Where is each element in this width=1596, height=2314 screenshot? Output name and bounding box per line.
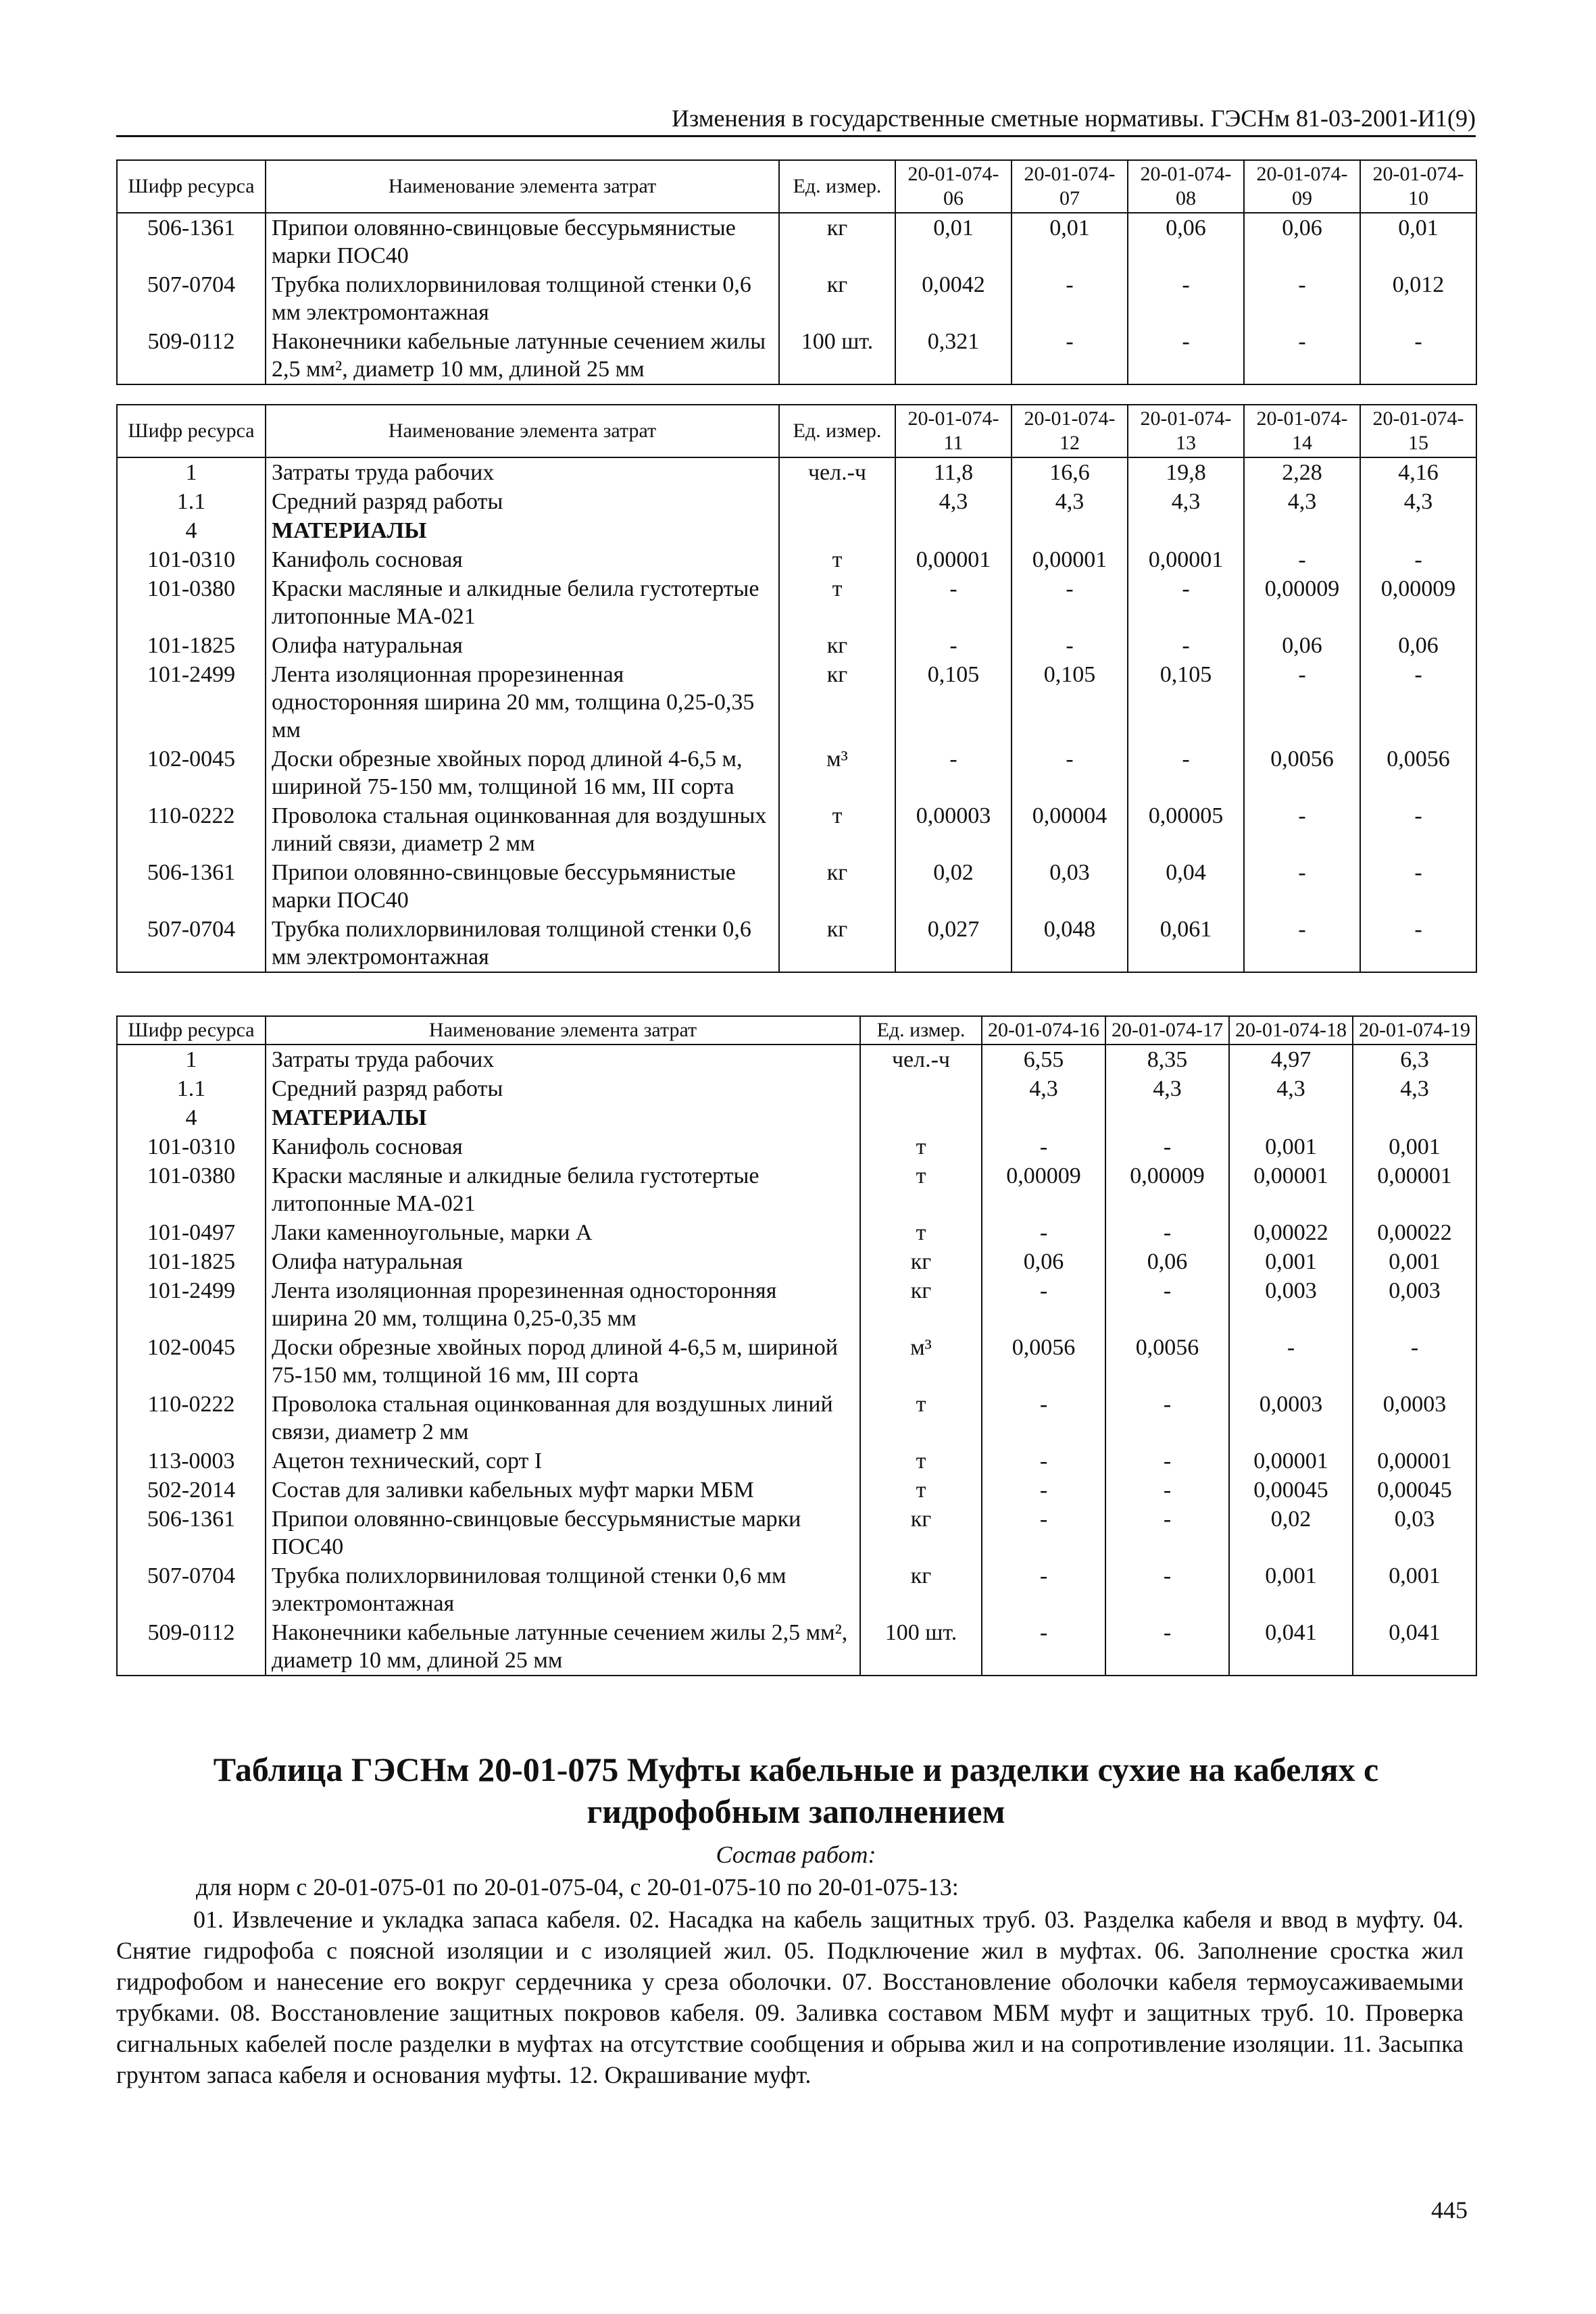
value-cell: 0,0003 bbox=[1353, 1390, 1476, 1447]
element-name-cell: Лента изоляционная прорезиненная односторонняя ширина 20 мм, толщина 0,25-0,35 мм bbox=[266, 660, 779, 745]
resource-code-cell: 507-0704 bbox=[117, 915, 266, 972]
table-row bbox=[117, 801, 1476, 858]
table-row bbox=[117, 574, 1476, 631]
value-cell: - bbox=[1360, 858, 1476, 915]
value-cell: 0,0003 bbox=[1229, 1390, 1353, 1447]
value-cell: - bbox=[895, 745, 1012, 801]
table-row bbox=[117, 1045, 1476, 1074]
value-cell: - bbox=[1105, 1618, 1229, 1676]
element-name-cell: Проволока стальная оцинкованная для воздушных линий связи, диаметр 2 мм bbox=[266, 1390, 860, 1447]
value-cell bbox=[1229, 1103, 1353, 1132]
element-name-cell: Лента изоляционная прорезиненная односторонняя ширина 20 мм, толщина 0,25-0,35 мм bbox=[266, 1276, 860, 1333]
value-cell: 0,00004 bbox=[1012, 801, 1128, 858]
header-norm-code: 20-01-074-08 bbox=[1128, 160, 1244, 213]
value-cell: - bbox=[982, 1447, 1105, 1476]
value-cell: 0,02 bbox=[895, 858, 1012, 915]
table-row bbox=[117, 1247, 1476, 1276]
table-row bbox=[117, 457, 1476, 487]
value-cell: 0,06 bbox=[1244, 631, 1360, 660]
element-name-cell: Трубка полихлорвиниловая толщиной стенки 0,6 мм электромонтажная bbox=[266, 270, 779, 327]
resource-code-cell: 101-2499 bbox=[117, 1276, 266, 1333]
value-cell: 0,00022 bbox=[1229, 1218, 1353, 1247]
header-norm-code: 20-01-074-10 bbox=[1360, 160, 1476, 213]
header-element-name: Наименование элемента затрат bbox=[266, 405, 779, 457]
table-row bbox=[117, 858, 1476, 915]
value-cell: 0,061 bbox=[1128, 915, 1244, 972]
table-row bbox=[117, 545, 1476, 574]
value-cell: 0,00009 bbox=[1244, 574, 1360, 631]
resource-code-cell: 1.1 bbox=[117, 1074, 266, 1103]
resource-code-cell: 101-1825 bbox=[117, 631, 266, 660]
header-resource-code: Шифр ресурса bbox=[117, 1016, 266, 1045]
element-name-cell: Ацетон технический, сорт I bbox=[266, 1447, 860, 1476]
value-cell: 0,06 bbox=[1244, 213, 1360, 270]
value-cell: 0,0042 bbox=[895, 270, 1012, 327]
value-cell: 0,012 bbox=[1360, 270, 1476, 327]
unit-cell: кг bbox=[860, 1276, 982, 1333]
resource-code-cell: 101-1825 bbox=[117, 1247, 266, 1276]
value-cell: - bbox=[1105, 1218, 1229, 1247]
value-cell: - bbox=[982, 1132, 1105, 1161]
value-cell: 0,01 bbox=[1012, 213, 1128, 270]
header-unit: Ед. измер. bbox=[779, 160, 895, 213]
unit-cell: кг bbox=[779, 270, 895, 327]
table-row bbox=[117, 1161, 1476, 1218]
value-cell: 4,3 bbox=[1128, 487, 1244, 516]
running-header: Изменения в государственные сметные нормативы. ГЭСНм 81-03-2001-И1(9) bbox=[116, 101, 1476, 137]
value-cell: - bbox=[1128, 327, 1244, 384]
resource-code-cell: 509-0112 bbox=[117, 327, 266, 384]
table-header bbox=[117, 160, 1476, 213]
value-cell bbox=[1353, 1103, 1476, 1132]
value-cell: 0,00001 bbox=[1229, 1447, 1353, 1476]
value-cell: - bbox=[1360, 801, 1476, 858]
element-name-cell: Средний разряд работы bbox=[266, 1074, 860, 1103]
unit-cell: 100 шт. bbox=[779, 327, 895, 384]
resource-code-cell: 102-0045 bbox=[117, 1333, 266, 1390]
value-cell: - bbox=[1012, 574, 1128, 631]
value-cell: 4,3 bbox=[1353, 1074, 1476, 1103]
value-cell: 0,03 bbox=[1012, 858, 1128, 915]
header-norm-code: 20-01-074-16 bbox=[982, 1016, 1105, 1045]
unit-cell: кг bbox=[779, 213, 895, 270]
value-cell: - bbox=[1244, 270, 1360, 327]
value-cell: 0,001 bbox=[1229, 1132, 1353, 1161]
value-cell: 0,001 bbox=[1353, 1247, 1476, 1276]
table-row bbox=[117, 1074, 1476, 1103]
value-cell: - bbox=[1360, 327, 1476, 384]
value-cell: 0,0056 bbox=[1244, 745, 1360, 801]
element-name-cell: Трубка полихлорвиниловая толщиной стенки 0,6 мм электромонтажная bbox=[266, 1561, 860, 1618]
unit-cell: м³ bbox=[779, 745, 895, 801]
table-row bbox=[117, 915, 1476, 972]
element-name-cell: Трубка полихлорвиниловая толщиной стенки 0,6 мм электромонтажная bbox=[266, 915, 779, 972]
value-cell: - bbox=[1244, 915, 1360, 972]
unit-cell: м³ bbox=[860, 1333, 982, 1390]
value-cell: 0,00009 bbox=[1360, 574, 1476, 631]
table-row bbox=[117, 745, 1476, 801]
value-cell: - bbox=[982, 1618, 1105, 1676]
resource-code-cell: 101-2499 bbox=[117, 660, 266, 745]
table-row bbox=[117, 1561, 1476, 1618]
element-name-cell: Проволока стальная оцинкованная для воздушных линий связи, диаметр 2 мм bbox=[266, 801, 779, 858]
value-cell: 0,00001 bbox=[1128, 545, 1244, 574]
resource-code-cell: 507-0704 bbox=[117, 270, 266, 327]
value-cell: 6,55 bbox=[982, 1045, 1105, 1074]
element-name-cell: Олифа натуральная bbox=[266, 631, 779, 660]
unit-cell: чел.-ч bbox=[779, 457, 895, 487]
value-cell: 0,027 bbox=[895, 915, 1012, 972]
element-name-cell: Доски обрезные хвойных пород длиной 4-6,5 м, шириной 75-150 мм, толщиной 16 мм, III сорта bbox=[266, 745, 779, 801]
value-cell: - bbox=[1128, 574, 1244, 631]
value-cell: 0,001 bbox=[1229, 1247, 1353, 1276]
value-cell: 4,3 bbox=[1244, 487, 1360, 516]
value-cell: - bbox=[982, 1218, 1105, 1247]
value-cell: - bbox=[1105, 1390, 1229, 1447]
value-cell: 0,001 bbox=[1353, 1561, 1476, 1618]
resource-code-cell: 507-0704 bbox=[117, 1561, 266, 1618]
value-cell: 0,00045 bbox=[1353, 1476, 1476, 1505]
element-name-cell: Краски масляные и алкидные белила густотертые литопонные МА-021 bbox=[266, 1161, 860, 1218]
resource-code-cell: 113-0003 bbox=[117, 1447, 266, 1476]
value-cell: 0,06 bbox=[1105, 1247, 1229, 1276]
header-norm-code: 20-01-074-13 bbox=[1128, 405, 1244, 457]
value-cell: - bbox=[1105, 1447, 1229, 1476]
unit-cell: т bbox=[860, 1476, 982, 1505]
value-cell: - bbox=[982, 1476, 1105, 1505]
value-cell: 0,048 bbox=[1012, 915, 1128, 972]
value-cell: 2,28 bbox=[1244, 457, 1360, 487]
element-name-cell: Припои оловянно-свинцовые бессурьмянистые марки ПОС40 bbox=[266, 213, 779, 270]
element-name-cell: Припои оловянно-свинцовые бессурьмянистые марки ПОС40 bbox=[266, 1505, 860, 1561]
value-cell: 4,3 bbox=[895, 487, 1012, 516]
table-row bbox=[117, 270, 1476, 327]
resource-code-cell: 506-1361 bbox=[117, 858, 266, 915]
table-row bbox=[117, 1333, 1476, 1390]
unit-cell bbox=[779, 487, 895, 516]
header-resource-code: Шифр ресурса bbox=[117, 160, 266, 213]
resource-code-cell: 4 bbox=[117, 1103, 266, 1132]
unit-cell: чел.-ч bbox=[860, 1045, 982, 1074]
table-row bbox=[117, 631, 1476, 660]
resource-code-cell: 101-0310 bbox=[117, 1132, 266, 1161]
value-cell: 0,00009 bbox=[982, 1161, 1105, 1218]
value-cell: - bbox=[1360, 545, 1476, 574]
table-row bbox=[117, 1447, 1476, 1476]
unit-cell: т bbox=[779, 801, 895, 858]
value-cell: 11,8 bbox=[895, 457, 1012, 487]
value-cell: 16,6 bbox=[1012, 457, 1128, 487]
value-cell: 0,03 bbox=[1353, 1505, 1476, 1561]
value-cell bbox=[1012, 516, 1128, 545]
header-unit: Ед. измер. bbox=[860, 1016, 982, 1045]
unit-cell bbox=[860, 1074, 982, 1103]
table-row bbox=[117, 1618, 1476, 1676]
value-cell: 19,8 bbox=[1128, 457, 1244, 487]
value-cell: - bbox=[1244, 858, 1360, 915]
value-cell: - bbox=[1360, 915, 1476, 972]
value-cell: - bbox=[1012, 270, 1128, 327]
resource-table-1 bbox=[116, 159, 1477, 385]
element-name-cell: Затраты труда рабочих bbox=[266, 457, 779, 487]
table-row bbox=[117, 1218, 1476, 1247]
value-cell: 0,04 bbox=[1128, 858, 1244, 915]
value-cell: 4,3 bbox=[982, 1074, 1105, 1103]
value-cell: 4,3 bbox=[1012, 487, 1128, 516]
header-element-name: Наименование элемента затрат bbox=[266, 160, 779, 213]
value-cell: 0,00045 bbox=[1229, 1476, 1353, 1505]
value-cell: 0,0056 bbox=[1105, 1333, 1229, 1390]
resource-table-3 bbox=[116, 1015, 1477, 1676]
section-title: Таблица ГЭСНм 20-01-075 Муфты кабельные и разделки сухие на кабелях с гидрофобным заполнением bbox=[213, 1751, 1379, 1830]
composition-label: Состав работ: bbox=[716, 1841, 876, 1868]
value-cell: - bbox=[1012, 327, 1128, 384]
value-cell: - bbox=[1353, 1333, 1476, 1390]
resource-code-cell: 110-0222 bbox=[117, 1390, 266, 1447]
value-cell: - bbox=[1105, 1505, 1229, 1561]
table-row bbox=[117, 1476, 1476, 1505]
element-name-cell: Олифа натуральная bbox=[266, 1247, 860, 1276]
value-cell: 0,003 bbox=[1229, 1276, 1353, 1333]
value-cell: - bbox=[1128, 631, 1244, 660]
unit-cell bbox=[860, 1103, 982, 1132]
value-cell: 0,105 bbox=[895, 660, 1012, 745]
resource-code-cell: 4 bbox=[117, 516, 266, 545]
header-unit: Ед. измер. bbox=[779, 405, 895, 457]
resource-code-cell: 1 bbox=[117, 457, 266, 487]
value-cell: 0,01 bbox=[895, 213, 1012, 270]
table-row bbox=[117, 327, 1476, 384]
table-row bbox=[117, 1132, 1476, 1161]
element-name-cell: МАТЕРИАЛЫ bbox=[266, 516, 779, 545]
value-cell: - bbox=[1128, 745, 1244, 801]
value-cell bbox=[1244, 516, 1360, 545]
value-cell: 0,003 bbox=[1353, 1276, 1476, 1333]
value-cell: - bbox=[1244, 545, 1360, 574]
table-header bbox=[117, 405, 1476, 457]
unit-cell: кг bbox=[860, 1561, 982, 1618]
value-cell: 6,3 bbox=[1353, 1045, 1476, 1074]
unit-cell: кг bbox=[860, 1505, 982, 1561]
table-row bbox=[117, 1276, 1476, 1333]
value-cell: 0,0056 bbox=[1360, 745, 1476, 801]
unit-cell: т bbox=[779, 545, 895, 574]
value-cell: 0,02 bbox=[1229, 1505, 1353, 1561]
resource-code-cell: 101-0497 bbox=[117, 1218, 266, 1247]
resource-code-cell: 101-0310 bbox=[117, 545, 266, 574]
value-cell: 0,00022 bbox=[1353, 1218, 1476, 1247]
header-norm-code: 20-01-074-07 bbox=[1012, 160, 1128, 213]
value-cell: 0,00009 bbox=[1105, 1161, 1229, 1218]
value-cell bbox=[1128, 516, 1244, 545]
value-cell: - bbox=[1105, 1276, 1229, 1333]
value-cell: 4,3 bbox=[1229, 1074, 1353, 1103]
element-name-cell: Затраты труда рабочих bbox=[266, 1045, 860, 1074]
resource-code-cell: 502-2014 bbox=[117, 1476, 266, 1505]
unit-cell: т bbox=[860, 1447, 982, 1476]
resource-code-cell: 110-0222 bbox=[117, 801, 266, 858]
table-header bbox=[117, 1016, 1476, 1045]
value-cell bbox=[1105, 1103, 1229, 1132]
value-cell: 0,06 bbox=[982, 1247, 1105, 1276]
header-norm-code: 20-01-074-09 bbox=[1244, 160, 1360, 213]
value-cell: 0,105 bbox=[1128, 660, 1244, 745]
header-norm-code: 20-01-074-17 bbox=[1105, 1016, 1229, 1045]
header-norm-code: 20-01-074-15 bbox=[1360, 405, 1476, 457]
value-cell: 0,00001 bbox=[1353, 1447, 1476, 1476]
header-element-name: Наименование элемента затрат bbox=[266, 1016, 860, 1045]
unit-cell: кг bbox=[779, 660, 895, 745]
header-norm-code: 20-01-074-11 bbox=[895, 405, 1012, 457]
unit-cell: т bbox=[779, 574, 895, 631]
resource-code-cell: 102-0045 bbox=[117, 745, 266, 801]
element-name-cell: Канифоль сосновая bbox=[266, 545, 779, 574]
page-number: 445 bbox=[1431, 2196, 1468, 2223]
table-row bbox=[117, 1390, 1476, 1447]
element-name-cell: Лаки каменноугольные, марки А bbox=[266, 1218, 860, 1247]
resource-code-cell: 1.1 bbox=[117, 487, 266, 516]
element-name-cell: Припои оловянно-свинцовые бессурьмянистые марки ПОС40 bbox=[266, 858, 779, 915]
value-cell: - bbox=[1360, 660, 1476, 745]
table-row bbox=[117, 1505, 1476, 1561]
value-cell: 0,041 bbox=[1229, 1618, 1353, 1676]
header-resource-code: Шифр ресурса bbox=[117, 405, 266, 457]
value-cell: - bbox=[1244, 327, 1360, 384]
value-cell: - bbox=[1105, 1561, 1229, 1618]
resource-code-cell: 506-1361 bbox=[117, 1505, 266, 1561]
table-row bbox=[117, 213, 1476, 270]
value-cell: 4,3 bbox=[1360, 487, 1476, 516]
resource-code-cell: 101-0380 bbox=[117, 574, 266, 631]
unit-cell: кг bbox=[779, 915, 895, 972]
unit-cell: 100 шт. bbox=[860, 1618, 982, 1676]
value-cell: 0,00005 bbox=[1128, 801, 1244, 858]
element-name-cell: Наконечники кабельные латунные сечением жилы 2,5 мм², диаметр 10 мм, длиной 25 мм bbox=[266, 327, 779, 384]
header-norm-code: 20-01-074-18 bbox=[1229, 1016, 1353, 1045]
value-cell: 0,06 bbox=[1360, 631, 1476, 660]
value-cell: - bbox=[895, 631, 1012, 660]
element-name-cell: Состав для заливки кабельных муфт марки МБМ bbox=[266, 1476, 860, 1505]
unit-cell: т bbox=[860, 1132, 982, 1161]
table-row bbox=[117, 1103, 1476, 1132]
operations-text: 01. Извлечение и укладка запаса кабеля. 02. Насадка на кабель защитных труб. 03. Разделка кабеля и ввод в муфту. 04. Снятие гидрофоба с поясной изоляции и с изоляцией жил. 05. Подключение жил в муфтах. 06. Заполнение сростка жил гидрофобом и нанесение его вокруг сердечника у среза оболочки. 07. Восстановление оболочки кабеля термоусаживаемыми трубками. 08. Восстановление защитных покровов кабеля. 09. Заливка составом МБМ муфт и защитных труб. 10. Проверка сигнальных кабелей после разделки в муфтах на отсутствие сообщения и обрыва жил и на сопротивление изоляции. 11. Засыпка грунтом запаса кабеля и основания муфты. 12. Окрашивание муфт. bbox=[116, 1906, 1464, 2088]
value-cell: - bbox=[1244, 660, 1360, 745]
table-row bbox=[117, 487, 1476, 516]
value-cell: - bbox=[895, 574, 1012, 631]
value-cell: 4,16 bbox=[1360, 457, 1476, 487]
value-cell: 0,00001 bbox=[1353, 1161, 1476, 1218]
resource-code-cell: 1 bbox=[117, 1045, 266, 1074]
value-cell: 4,3 bbox=[1105, 1074, 1229, 1103]
value-cell: 0,321 bbox=[895, 327, 1012, 384]
value-cell: - bbox=[1012, 745, 1128, 801]
resource-code-cell: 506-1361 bbox=[117, 213, 266, 270]
value-cell bbox=[1360, 516, 1476, 545]
value-cell: 0,001 bbox=[1229, 1561, 1353, 1618]
resource-table-2 bbox=[116, 404, 1477, 973]
value-cell: - bbox=[982, 1276, 1105, 1333]
value-cell: 0,105 bbox=[1012, 660, 1128, 745]
value-cell: - bbox=[1105, 1132, 1229, 1161]
value-cell bbox=[895, 516, 1012, 545]
value-cell: 8,35 bbox=[1105, 1045, 1229, 1074]
header-norm-code: 20-01-074-14 bbox=[1244, 405, 1360, 457]
element-name-cell: МАТЕРИАЛЫ bbox=[266, 1103, 860, 1132]
value-cell: 0,00001 bbox=[1229, 1161, 1353, 1218]
value-cell: 0,0056 bbox=[982, 1333, 1105, 1390]
unit-cell: кг bbox=[779, 858, 895, 915]
table-row bbox=[117, 660, 1476, 745]
norms-range: для норм с 20-01-075-01 по 20-01-075-04, с 20-01-075-10 по 20-01-075-13: bbox=[196, 1873, 959, 1901]
resource-code-cell: 509-0112 bbox=[117, 1618, 266, 1676]
element-name-cell: Доски обрезные хвойных пород длиной 4-6,5 м, шириной 75-150 мм, толщиной 16 мм, III сорта bbox=[266, 1333, 860, 1390]
unit-cell: т bbox=[860, 1161, 982, 1218]
value-cell: - bbox=[1128, 270, 1244, 327]
value-cell: - bbox=[982, 1390, 1105, 1447]
resource-code-cell: 101-0380 bbox=[117, 1161, 266, 1218]
header-norm-code: 20-01-074-12 bbox=[1012, 405, 1128, 457]
value-cell: - bbox=[1012, 631, 1128, 660]
unit-cell: кг bbox=[860, 1247, 982, 1276]
value-cell: - bbox=[982, 1505, 1105, 1561]
value-cell: - bbox=[982, 1561, 1105, 1618]
header-norm-code: 20-01-074-06 bbox=[895, 160, 1012, 213]
value-cell: 0,06 bbox=[1128, 213, 1244, 270]
unit-cell bbox=[779, 516, 895, 545]
element-name-cell: Средний разряд работы bbox=[266, 487, 779, 516]
value-cell bbox=[982, 1103, 1105, 1132]
table-row bbox=[117, 516, 1476, 545]
value-cell: - bbox=[1105, 1476, 1229, 1505]
unit-cell: т bbox=[860, 1218, 982, 1247]
value-cell: 0,001 bbox=[1353, 1132, 1476, 1161]
element-name-cell: Наконечники кабельные латунные сечением жилы 2,5 мм², диаметр 10 мм, длиной 25 мм bbox=[266, 1618, 860, 1676]
value-cell: 4,97 bbox=[1229, 1045, 1353, 1074]
unit-cell: кг bbox=[779, 631, 895, 660]
value-cell: 0,00001 bbox=[895, 545, 1012, 574]
element-name-cell: Краски масляные и алкидные белила густотертые литопонные МА-021 bbox=[266, 574, 779, 631]
value-cell: 0,041 bbox=[1353, 1618, 1476, 1676]
value-cell: 0,01 bbox=[1360, 213, 1476, 270]
value-cell: - bbox=[1229, 1333, 1353, 1390]
element-name-cell: Канифоль сосновая bbox=[266, 1132, 860, 1161]
unit-cell: т bbox=[860, 1390, 982, 1447]
value-cell: 0,00003 bbox=[895, 801, 1012, 858]
value-cell: 0,00001 bbox=[1012, 545, 1128, 574]
header-norm-code: 20-01-074-19 bbox=[1353, 1016, 1476, 1045]
value-cell: - bbox=[1244, 801, 1360, 858]
